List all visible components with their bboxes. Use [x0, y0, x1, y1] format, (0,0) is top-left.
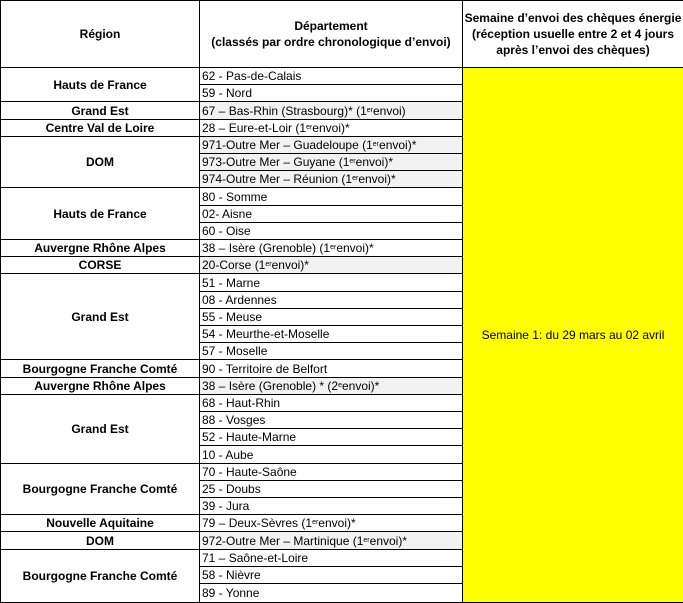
- departement-row: 51 - Marne: [200, 274, 463, 292]
- region-cell: Nouvelle Aquitaine: [0, 515, 200, 532]
- departement-row: 59 - Nord: [200, 85, 463, 102]
- departement-row: 58 - Nièvre: [200, 567, 463, 584]
- departement-row: 20-Corse (1 er envoi)*: [200, 257, 463, 274]
- departement-row: 28 – Eure-et-Loir (1 er envoi)*: [200, 120, 463, 137]
- departement-row: 971-Outre Mer – Guadeloupe (1 er envoi)*: [200, 137, 463, 154]
- header-semaine: [463, 0, 683, 68]
- departement-row: 71 – Saône-et-Loire: [200, 550, 463, 567]
- header-departement: [200, 0, 463, 68]
- departement-row: 68 - Haut-Rhin: [200, 395, 463, 412]
- header-departement-title: Département: [294, 19, 368, 33]
- header-region-label: Région: [79, 27, 121, 41]
- departement-row: 972-Outre Mer – Martinique (1 er envoi)*: [200, 532, 463, 550]
- header-departement-subtitle: (classés par ordre chronologique d’envoi): [211, 35, 451, 49]
- region-cell: CORSE: [0, 257, 200, 274]
- region-cell: Grand Est: [0, 395, 200, 464]
- departement-row: 54 - Meurthe-et-Moselle: [200, 326, 463, 343]
- header-semaine-title: Semaine d’envoi des chèques énergie: [464, 11, 682, 25]
- header-region: [0, 0, 200, 68]
- departement-row: 10 - Aube: [200, 446, 463, 464]
- departement-row: 67 – Bas-Rhin (Strasbourg)* (1 er envoi): [200, 102, 463, 120]
- departement-row: 52 - Haute-Marne: [200, 429, 463, 446]
- departement-row: 60 - Oise: [200, 223, 463, 240]
- departement-row: 55 - Meuse: [200, 309, 463, 326]
- region-cell: Bourgogne Franche Comté: [0, 464, 200, 515]
- departement-row: 90 - Territoire de Belfort: [200, 360, 463, 378]
- region-cell: Auvergne Rhône Alpes: [0, 240, 200, 257]
- departement-row: 39 - Jura: [200, 498, 463, 515]
- region-cell: DOM: [0, 532, 200, 550]
- departement-row: 38 – Isère (Grenoble) (1 er envoi)*: [200, 240, 463, 257]
- header-semaine-note-1: (réception usuelle entre 2 et 4 jours: [471, 27, 675, 41]
- region-cell: Grand Est: [0, 274, 200, 360]
- departement-row: 89 - Yonne: [200, 584, 463, 603]
- region-cell: DOM: [0, 137, 200, 188]
- departement-row: 57 - Moselle: [200, 343, 463, 360]
- departement-row: 38 – Isère (Grenoble) * (2 e envoi)*: [200, 378, 463, 395]
- departement-row: 70 - Haute-Saône: [200, 464, 463, 481]
- region-cell: Bourgogne Franche Comté: [0, 360, 200, 378]
- semaine-cell: [463, 68, 683, 603]
- departement-row: 25 - Doubs: [200, 481, 463, 498]
- departement-row: 974-Outre Mer – Réunion (1 er envoi)*: [200, 171, 463, 188]
- region-cell: Grand Est: [0, 102, 200, 120]
- semaine-value: Semaine 1: du 29 mars au 02 avril: [481, 328, 665, 342]
- region-cell: Centre Val de Loire: [0, 120, 200, 137]
- region-cell: Auvergne Rhône Alpes: [0, 378, 200, 395]
- departement-row: 80 - Somme: [200, 188, 463, 206]
- header-semaine-note-2: après l’envoi des chèques): [496, 43, 650, 57]
- departement-row: 02- Aisne: [200, 206, 463, 223]
- departement-row: 62 - Pas-de-Calais: [200, 68, 463, 85]
- region-cell: Bourgogne Franche Comté: [0, 550, 200, 603]
- departement-row: 973-Outre Mer – Guyane (1 er envoi)*: [200, 154, 463, 171]
- departement-row: 88 - Vosges: [200, 412, 463, 429]
- region-cell: Hauts de France: [0, 188, 200, 240]
- departement-row: 08 - Ardennes: [200, 292, 463, 309]
- departement-row: 79 – Deux-Sèvres (1 er envoi)*: [200, 515, 463, 532]
- region-cell: Hauts de France: [0, 68, 200, 102]
